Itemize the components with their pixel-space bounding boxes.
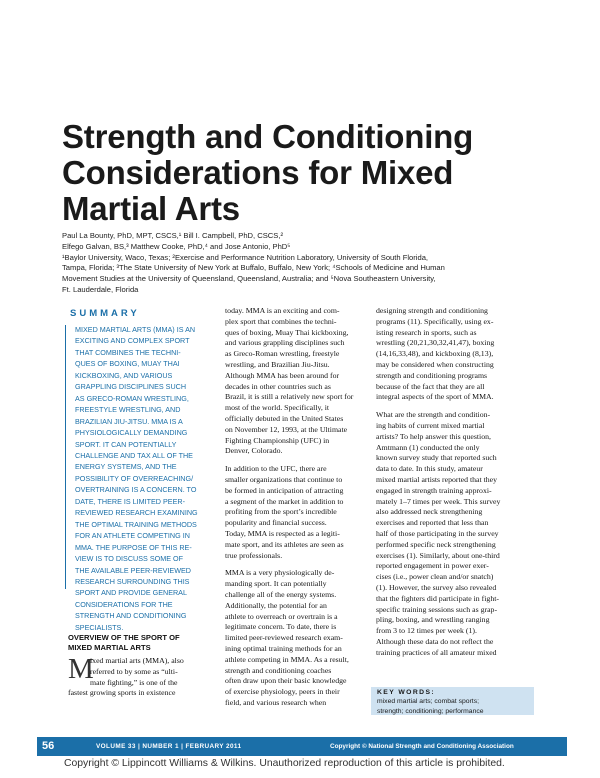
title-line: Considerations for Mixed — [62, 154, 454, 191]
body-line: often draw upon their basic knowledge — [225, 676, 347, 686]
paragraph-gap — [225, 561, 370, 568]
title-line: Strength and Conditioning — [62, 118, 474, 155]
body-line: training practices of all amateur mixed — [376, 647, 497, 657]
body-line: athlete to overreach or overtrain is a — [225, 611, 338, 621]
column-1-body — [68, 653, 208, 699]
keywords-line: mixed martial arts; combat sports; — [377, 698, 479, 705]
body-line: In addition to the UFC, there are — [225, 464, 327, 474]
body-line: mixed martial artists reported that they — [376, 474, 498, 484]
section-heading-line: OVERVIEW OF THE SPORT OF — [68, 633, 180, 642]
summary-line: STRENGTH AND CONDITIONING — [75, 611, 187, 621]
body-line: challenge all of the energy systems. — [225, 589, 337, 599]
body-line: legitimate concern. To date, there is — [225, 622, 337, 632]
body-line: engaged in strength training approxi- — [376, 485, 492, 495]
summary-line: AS GRECO-ROMAN WRESTLING, — [75, 393, 189, 403]
keywords-box — [371, 687, 534, 715]
body-line: half of those participating in the survey — [376, 528, 499, 538]
body-line: specific training sessions such as grap- — [376, 604, 498, 614]
body-line: data to date. In this study, amateur — [376, 464, 483, 474]
body-line: What are the strength and condition- — [376, 410, 491, 420]
summary-line: QUES OF BOXING, MUAY THAI — [75, 359, 180, 369]
summary-line: CONSIDERATIONS FOR THE — [75, 599, 173, 609]
nsca-copyright: Copyright © National Strength and Conditioning Association — [330, 743, 514, 750]
summary-line: MIXED MARTIAL ARTS (MMA) IS AN — [75, 325, 196, 334]
summary-line: GRAPPLING DISCIPLINES SUCH — [75, 382, 187, 392]
body-line: officially debuted in the United States — [225, 413, 344, 423]
body-line: cises (i.e., power clean and/or snatch) — [376, 572, 494, 582]
summary-line: ENERGY SYSTEMS, AND THE — [75, 462, 177, 472]
summary-line: EXCITING AND COMPLEX SPORT — [75, 336, 190, 346]
paragraph-gap — [225, 457, 370, 464]
publisher-notice: Copyright © Lippincott Williams & Wilkins. Unauthorized reproduction of this article is prohibited. — [64, 758, 505, 769]
body-line: on November 12, 1993, at the Ultimate — [225, 424, 348, 434]
paragraph-gap — [376, 403, 526, 410]
summary-text — [75, 324, 210, 633]
keywords-line: strength; conditioning; performance — [377, 707, 484, 715]
summary-line: FOR AN ATHLETE COMPETING IN — [75, 531, 190, 541]
summary-line: CHALLENGE AND TAX ALL OF THE — [75, 450, 193, 460]
body-line: Although these data do not reflect the — [376, 636, 494, 646]
title-line: Martial Arts — [62, 190, 240, 227]
body-line: ining optimal training methods for an — [225, 643, 342, 653]
affiliation-line: Movement Studies at the University of Queensland, Queensland, Australia; and ⁵Nova Southeastern University, — [62, 274, 436, 284]
body-line: artists? To help answer this question, — [376, 431, 491, 441]
body-line: (14,16,33,48), and kickboxing (8,13), — [376, 349, 494, 359]
body-line: field, and various research when — [225, 697, 327, 707]
body-line: integral aspects of the sport of MMA. — [376, 392, 494, 402]
body-line: (1). However, the survey also revealed — [376, 582, 497, 592]
body-line: known survey study that reported such — [376, 453, 497, 463]
body-line: a segment of the market in addition to — [225, 496, 344, 506]
summary-line: FREESTYLE WRESTLING, AND — [75, 405, 181, 415]
summary-line: THAT COMBINES THE TECHNI- — [75, 347, 181, 357]
body-line: mate fighting,” is one of the — [90, 677, 178, 687]
body-line: most of the world. Specifically, it — [225, 403, 330, 413]
body-line: manding sport. It can potentially — [225, 579, 327, 589]
summary-heading: SUMMARY — [70, 308, 140, 319]
summary-line: THE AVAILABLE PEER-REVIEWED — [75, 565, 191, 575]
drop-cap: M — [68, 653, 94, 685]
body-line: fastest growing sports in existence — [68, 688, 176, 698]
body-line: programs (11). Specifically, using ex- — [376, 316, 494, 326]
summary-line: SPORT. IT CAN POTENTIALLY — [75, 439, 177, 449]
body-line: athlete competing in MMA. As a result, — [225, 654, 349, 664]
body-line: exercises (1). Similarly, about one-third — [376, 550, 500, 560]
body-line: popularity and financial success. — [225, 518, 327, 528]
volume-info: VOLUME 33 | NUMBER 1 | FEBRUARY 2011 — [96, 743, 242, 750]
affiliation-line: ¹Baylor University, Waco, Texas; ²Exercise and Performance Nutrition Laboratory, University of South Florida, — [62, 252, 429, 262]
summary-line: REVIEWED RESEARCH EXAMINING — [75, 508, 198, 518]
body-line: Fighting Championship (UFC) in — [225, 435, 330, 445]
body-line: referred to by some as “ulti- — [90, 666, 178, 676]
summary-line: THE OPTIMAL TRAINING METHODS — [75, 519, 197, 529]
summary-line: SPORT AND PROVIDE GENERAL — [75, 588, 187, 598]
summary-line: MMA. THE PURPOSE OF THIS RE- — [75, 542, 192, 552]
section-heading-line: MIXED MARTIAL ARTS — [68, 642, 151, 652]
body-line: may be considered when constructing — [376, 359, 494, 369]
summary-line: VIEW IS TO DISCUSS SOME OF — [75, 554, 183, 564]
body-line: strength and conditioning coaches — [225, 665, 332, 675]
column-2-body — [225, 306, 370, 709]
body-line: Although MMA has been around for — [225, 370, 340, 380]
author-affiliations — [62, 231, 562, 296]
body-line: limited peer-reviewed research exam- — [225, 633, 343, 643]
body-line: Today, MMA is respected as a legiti- — [225, 528, 340, 538]
page-number: 56 — [42, 740, 55, 752]
summary-line: DATE, THERE IS LIMITED PEER- — [75, 496, 185, 506]
summary-line: BRAZILIAN JIU-JITSU. MMA IS A — [75, 416, 183, 426]
summary-line: OVERTRAINING IS A CONCERN. TO — [75, 485, 197, 495]
body-line: Additionally, the potential for an — [225, 600, 327, 610]
body-line: wrestling, and Brazilian Jiu-Jitsu. — [225, 359, 330, 369]
body-line: because of the fact that they are all — [376, 381, 485, 391]
body-line: profiting from the sport’s incredible — [225, 507, 337, 517]
summary-line: SPECIALISTS. — [75, 622, 124, 632]
body-line: ques of boxing, Muay Thai kickboxing, — [225, 327, 349, 337]
body-line: ing habits of current mixed martial — [376, 420, 485, 430]
section-heading — [68, 633, 208, 652]
author-line: Elfego Galvan, BS,³ Matthew Cooke, PhD,⁴ and Jose Antonio, PhD⁵ — [62, 241, 291, 251]
body-line: ixed martial arts (MMA), also — [90, 656, 184, 665]
body-line: strength and conditioning programs — [376, 370, 488, 380]
body-line: also addressed neck strengthening — [376, 507, 483, 517]
summary-line: RESEARCH SURROUNDING THIS — [75, 576, 190, 586]
body-line: reported engagement in power exer- — [376, 561, 489, 571]
body-line: from 3 to 12 times per week (1). — [376, 626, 477, 636]
body-line: pling, boxing, and wrestling ranging — [376, 615, 490, 625]
column-3-body — [376, 306, 526, 659]
body-line: today. MMA is an exciting and com- — [225, 306, 340, 315]
body-line: Brazil, it is still a relatively new sport for — [225, 392, 354, 402]
body-line: Amtmann (1) conducted the only — [376, 442, 480, 452]
summary-line: POSSIBILITY OF OVERREACHING/ — [75, 473, 194, 483]
keywords-heading: KEY WORDS: — [377, 689, 436, 696]
body-line: true professionals. — [225, 550, 283, 560]
body-line: of exercise physiology, peers in their — [225, 687, 340, 697]
body-line: plex sport that combines the techni- — [225, 316, 337, 326]
body-line: MMA is a very physiologically de- — [225, 568, 335, 578]
body-line: smaller organizations that continue to — [225, 474, 343, 484]
affiliation-line: Tampa, Florida; ³The State University of New York at Buffalo, Buffalo, New York; ⁴Schools of Medicine and Human — [62, 263, 445, 273]
body-line: and various grappling disciplines such — [225, 338, 345, 348]
body-line: mate sport, and its athletes are seen as — [225, 539, 344, 549]
affiliation-line: Ft. Lauderdale, Florida — [62, 284, 139, 294]
summary-line: PHYSIOLOGICALLY DEMANDING — [75, 428, 188, 438]
body-line: isting research in sports, such as — [376, 327, 477, 337]
body-line: mately 1–7 times per week. This survey — [376, 496, 501, 506]
author-line: Paul La Bounty, PhD, MPT, CSCS,¹ Bill I. Campbell, PhD, CSCS,² — [62, 231, 283, 240]
summary-line: KICKBOXING, AND VARIOUS — [75, 370, 173, 380]
body-line: performed specific neck strengthening — [376, 539, 496, 549]
body-line: Denver, Colorado. — [225, 446, 283, 456]
body-line: wrestling (20,21,30,32,41,47), boxing — [376, 338, 495, 348]
body-line: exercises and reported that less than — [376, 518, 489, 528]
body-line: be formed in anticipation of attracting — [225, 485, 344, 495]
footer-rule — [37, 755, 567, 756]
body-line: that the fighters did participate in fight- — [376, 593, 499, 603]
body-line: designing strength and conditioning — [376, 306, 488, 315]
body-line: as Greco-Roman wrestling, freestyle — [225, 349, 340, 359]
body-line: decades in other countries such as — [225, 381, 331, 391]
article-title — [62, 119, 562, 227]
